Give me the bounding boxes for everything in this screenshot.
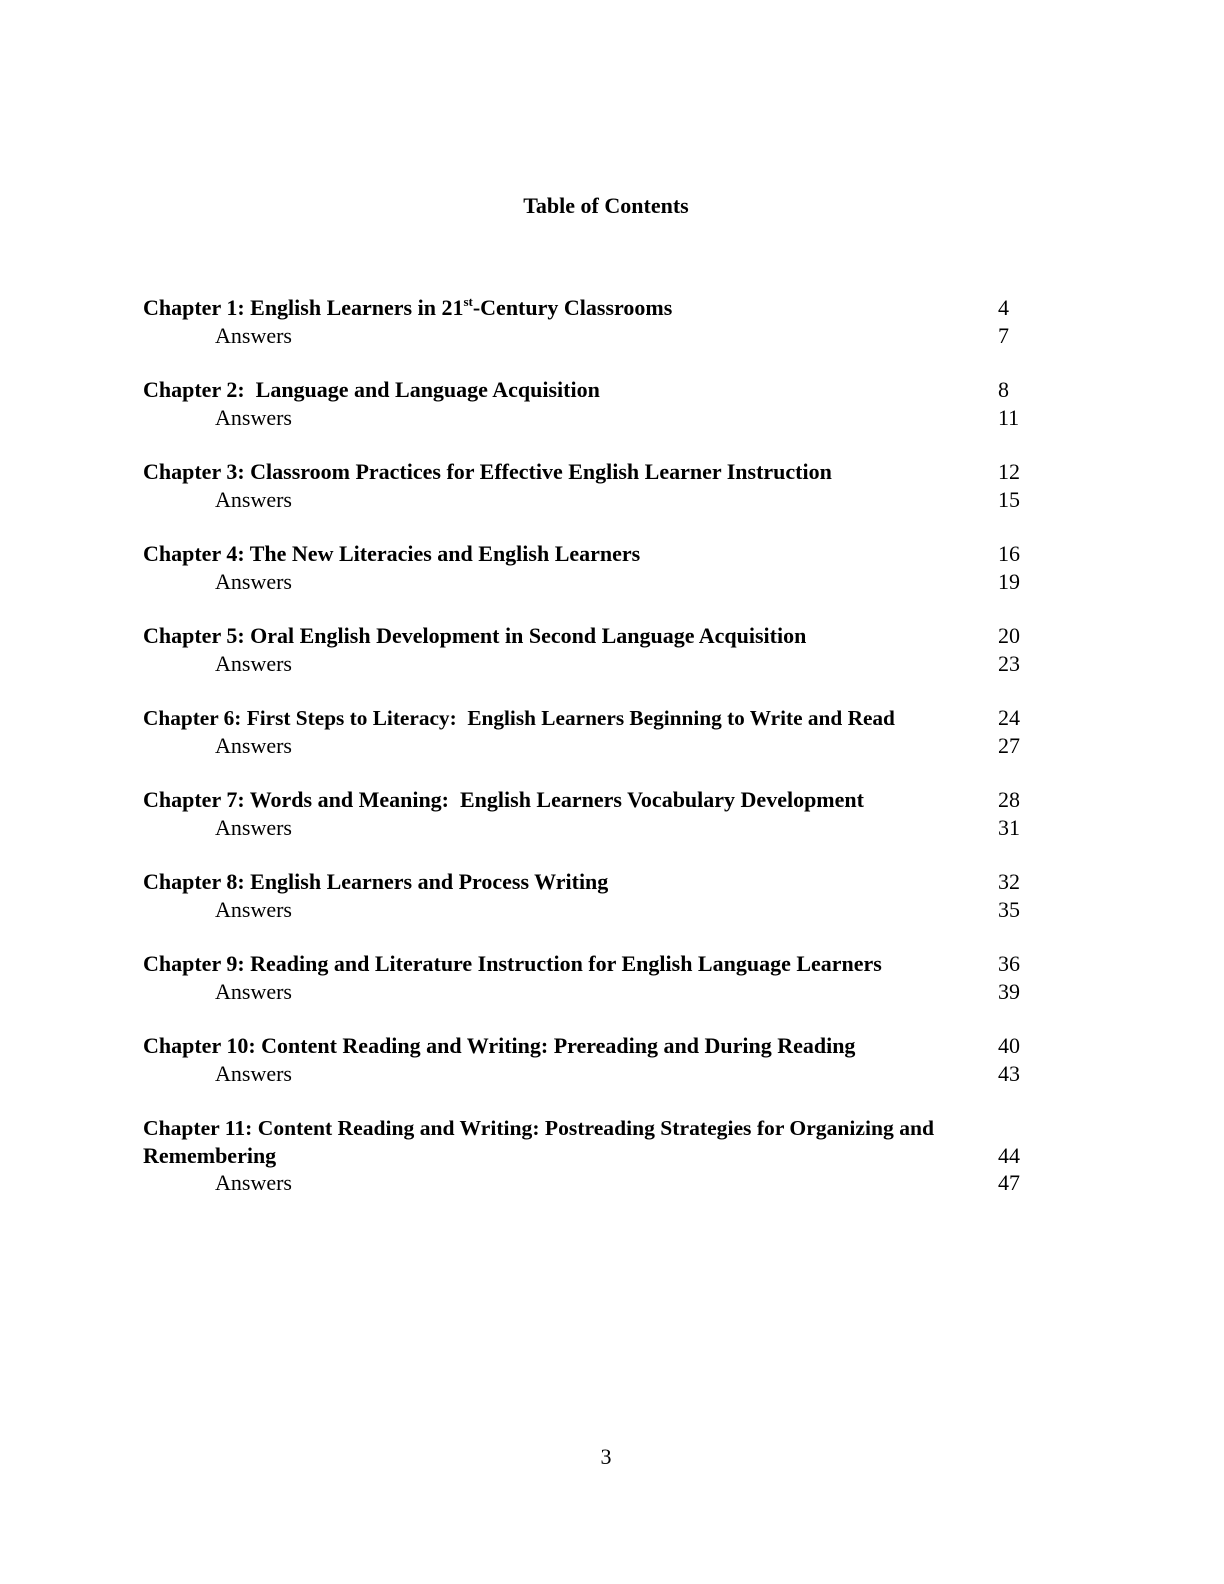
answers-row[interactable]	[143, 978, 1023, 1006]
chapter-row[interactable]	[143, 1032, 1023, 1060]
answers-row[interactable]	[143, 896, 1023, 924]
page-title: Table of Contents	[523, 193, 689, 218]
answers-label: Answers	[215, 650, 292, 676]
chapter-row[interactable]	[143, 294, 1023, 322]
answers-page-number: 19	[998, 568, 1020, 594]
answers-row[interactable]	[143, 1169, 1023, 1197]
answers-label: Answers	[215, 732, 292, 758]
chapter-row[interactable]	[143, 376, 1023, 404]
chapter-page-number: 16	[998, 541, 1020, 566]
answers-row[interactable]	[143, 322, 1023, 350]
answers-row[interactable]	[143, 814, 1023, 842]
answers-page-number: 39	[998, 978, 1020, 1004]
answers-page-number: 43	[998, 1060, 1020, 1086]
chapter-page-number: 20	[998, 623, 1020, 648]
answers-page-number: 47	[998, 1170, 1020, 1195]
answers-page-number: 35	[998, 896, 1020, 922]
answers-row[interactable]	[143, 650, 1023, 678]
answers-label: Answers	[215, 568, 292, 594]
chapter-row[interactable]	[143, 950, 1023, 978]
answers-label: Answers	[215, 814, 292, 840]
toc-entry-chapter-4	[143, 540, 1023, 595]
answers-row[interactable]	[143, 404, 1023, 432]
answers-page-number: 7	[998, 322, 1009, 348]
toc-entry-chapter-1	[143, 294, 1023, 349]
toc-entry-chapter-5	[143, 622, 1023, 677]
chapter-page-number: 40	[998, 1033, 1020, 1058]
answers-page-number: 11	[998, 404, 1020, 430]
chapter-page-number: 36	[998, 951, 1020, 976]
chapter-page-number: 28	[998, 787, 1020, 812]
chapter-title-line-1: Chapter 11: Content Reading and Writing: Postreading Strategies for Organizing and	[143, 1116, 935, 1140]
chapter-title	[143, 295, 672, 320]
toc-entry-chapter-8	[143, 868, 1023, 923]
answers-label: Answers	[215, 896, 292, 922]
chapter-title-line-2: Remembering	[143, 1142, 277, 1168]
answers-row[interactable]	[143, 486, 1023, 514]
answers-label: Answers	[215, 978, 292, 1004]
chapter-title: Chapter 3: Classroom Practices for Effective English Learner Instruction	[143, 459, 832, 484]
chapter-page-number: 32	[998, 869, 1020, 894]
answers-page-number: 23	[998, 650, 1020, 676]
chapter-title: Chapter 8: English Learners and Process Writing	[143, 869, 609, 894]
toc-entry-chapter-10	[143, 1032, 1023, 1087]
chapter-page-number: 44	[998, 1142, 1020, 1168]
answers-label: Answers	[215, 404, 292, 430]
toc-entry-chapter-6	[143, 704, 1023, 759]
chapter-title: Chapter 10: Content Reading and Writing: Prereading and During Reading	[143, 1033, 856, 1058]
answers-row[interactable]	[143, 568, 1023, 596]
chapter-title: Chapter 5: Oral English Development in Second Language Acquisition	[143, 623, 807, 648]
toc-entry-chapter-2	[143, 376, 1023, 431]
answers-page-number: 15	[998, 486, 1020, 512]
answers-page-number: 27	[998, 732, 1020, 758]
answers-label: Answers	[215, 1060, 292, 1086]
chapter-title: Chapter 9: Reading and Literature Instruction for English Language Learners	[143, 951, 882, 976]
chapter-title-suffix: -Century Classrooms	[472, 295, 673, 320]
answers-page-number: 31	[998, 814, 1020, 840]
toc-entry-chapter-3	[143, 458, 1023, 513]
chapter-row[interactable]	[143, 868, 1023, 896]
chapter-title: Chapter 7: Words and Meaning: English Learners Vocabulary Development	[143, 787, 864, 812]
chapter-row-line-1[interactable]	[143, 1114, 1023, 1142]
toc-entry-chapter-7	[143, 786, 1023, 841]
chapter-page-number: 4	[998, 295, 1009, 320]
chapter-page-number: 8	[998, 377, 1009, 402]
chapter-row[interactable]	[143, 704, 1023, 732]
chapter-row[interactable]	[143, 786, 1023, 814]
chapter-title: Chapter 4: The New Literacies and English Learners	[143, 541, 641, 566]
toc-entry-chapter-11	[143, 1114, 1023, 1197]
toc-entry-chapter-9	[143, 950, 1023, 1005]
answers-row[interactable]	[143, 1060, 1023, 1088]
chapter-title-prefix: Chapter 1: English Learners in 21	[143, 295, 464, 320]
answers-label: Answers	[215, 1170, 292, 1195]
answers-label: Answers	[215, 486, 292, 512]
answers-label: Answers	[215, 322, 292, 348]
footer-page-number: 3	[600, 1444, 612, 1469]
chapter-page-number: 12	[998, 459, 1020, 484]
chapter-title: Chapter 6: First Steps to Literacy: English Learners Beginning to Write and Read	[143, 706, 895, 730]
chapter-page-number: 24	[998, 705, 1020, 730]
answers-row[interactable]	[143, 732, 1023, 760]
chapter-row[interactable]	[143, 540, 1023, 568]
chapter-row[interactable]	[143, 458, 1023, 486]
chapter-row[interactable]	[143, 622, 1023, 650]
chapter-row-line-2[interactable]	[143, 1142, 1023, 1170]
toc-list	[143, 294, 1023, 1224]
chapter-title: Chapter 2: Language and Language Acquisition	[143, 377, 600, 402]
chapter-title-superscript: st	[463, 294, 473, 309]
